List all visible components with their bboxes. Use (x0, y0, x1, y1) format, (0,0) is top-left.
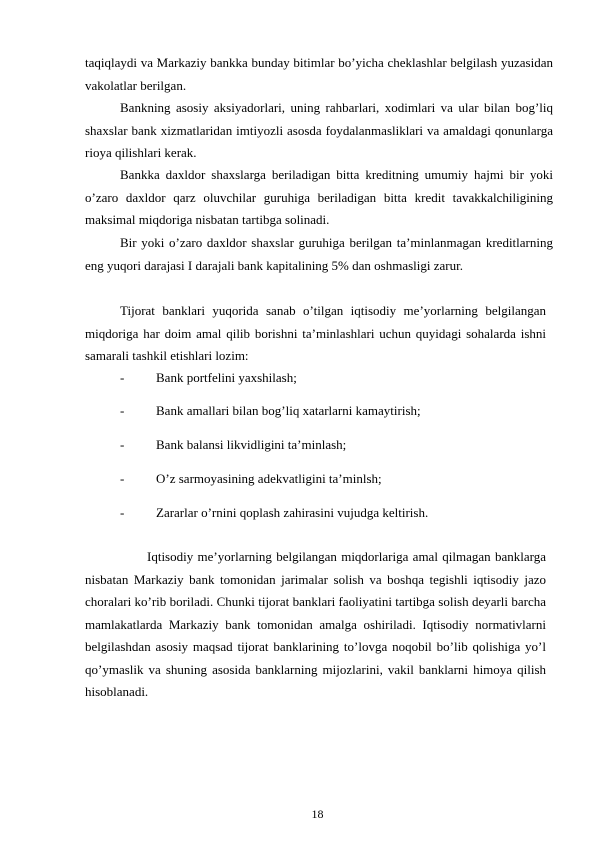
list-item (120, 502, 428, 525)
bullet-marker: - (120, 437, 125, 452)
list-item (120, 367, 297, 390)
list-item-text: Bank amallari bilan bog’liq xatarlarni kamaytirish; (156, 403, 421, 418)
list-item-text: Bank balansi likvidligini ta’minlash; (156, 437, 347, 452)
list-item (120, 434, 346, 457)
list-item-text: Bank portfelini yaxshilash; (156, 370, 297, 385)
bullet-marker: - (120, 471, 125, 486)
paragraph-sanctions: Iqtisodiy me’yorlarning belgilangan miqdorlariga amal qilmagan banklarga nisbatan Markaziy bank tomonidan jarimalar solish va boshqa tegishli iqtisodiy jazo choralari ko’rib boriladi. Chunki tijorat banklari faoliyatini tartibga solish deyarli barcha mamlakatlarda Markaziy bank tomonidan amalga oshiriladi. Iqtisodiy normativlarni belgilashdan asosiy maqsad tijorat banklarining to’lovga noqobil bo’lib qolishiga yo’l qo’ymaslik va shuning asosida banklarning mijozlarini, vakil banklarni himoya qilish hisoblanadi. (85, 549, 546, 699)
list-item (120, 468, 382, 491)
paragraph-shareholders: Bankning asosiy aksiyadorlari, uning rahbarlari, xodimlari va ular bilan bog’liq shaxslar bank xizmatlaridan imtiyozli asosda foydalanmasliklari va amaldagi qonunlarga rioya qilishlari kerak. (85, 100, 553, 160)
bullet-marker: - (120, 505, 125, 520)
paragraph-credit-volume: Bankka daxldor shaxslarga beriladigan bitta kreditning umumiy hajmi bir yoki o’zaro daxldor qarz oluvchilar guruhiga beriladigan bitta kredit tavakkalchiligining maksimal miqdoriga nisbatan tartibga solinadi. (85, 167, 553, 227)
page-number: 18 (311, 807, 324, 821)
list-item-text: Zararlar o’rnini qoplash zahirasini vujudga keltirish. (156, 505, 429, 520)
paragraph-unsecured-credit: Bir yoki o’zaro daxldor shaxslar guruhiga berilgan ta’minlanmagan kreditlarning eng yuqori darajasi I darajali bank kapitalining 5% dan oshmasligi zarur. (85, 235, 553, 273)
list-item (120, 400, 421, 423)
bullet-marker: - (120, 370, 125, 385)
bullet-marker: - (120, 403, 125, 418)
paragraph-continuation: taqiqlaydi va Markaziy bankka bunday bitimlar bo’yicha cheklashlar belgilash yuzasidan vakolatlar berilgan. (85, 55, 553, 93)
list-item-text: O’z sarmoyasining adekvatligini ta’minlsh; (156, 471, 382, 486)
paragraph-commercial-banks: Tijorat banklari yuqorida sanab o’tilgan iqtisodiy me’yorlarning belgilangan miqdoriga har doim amal qilib borishni ta’minlashlari uchun quyidagi sohalarda ishni samarali tashkil etishlari lozim: (85, 303, 546, 363)
